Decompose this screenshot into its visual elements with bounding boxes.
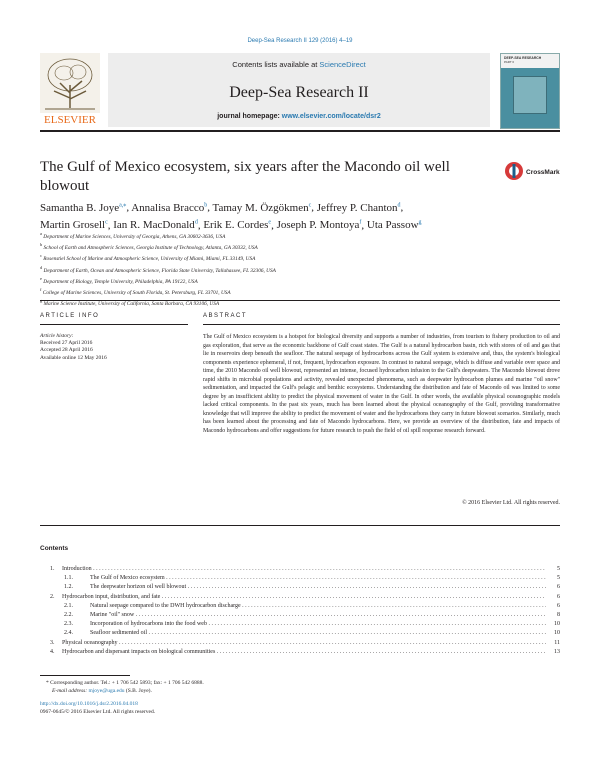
contents-availability [108, 60, 490, 69]
accepted-date: Accepted 28 April 2016 [40, 347, 93, 354]
article-title: The Gulf of Mexico ecosystem, six years after the Macondo oil well blowout [40, 159, 450, 194]
contents-prefix: Contents lists available at [232, 60, 320, 69]
affiliation: $^c$ Rosenstiel School of Marine and Atmospheric Science, University of Miami, Miami, FL 33149, USA [40, 253, 256, 263]
article-info-divider [40, 324, 188, 325]
author[interactable]: Samantha B. Joye$^{a,⁎}$ [40, 201, 127, 214]
affiliation: $^d$ Department of Earth, Ocean and Atmospheric Science, Florida State University, Tallahassee, FL 32306, USA [40, 264, 276, 274]
toc-entry[interactable]: 2.2. Marine "oil" snow . . . 8 [40, 611, 560, 619]
toc-entry[interactable]: 2. Hydrocarbon input, distribution, and fate . . . 6 [40, 593, 560, 601]
title-divider [40, 300, 560, 301]
abstract-text: The Gulf of Mexico ecosystem is a hotspot for biological diversity and supports a number of industries, from tourism to fishery production to oil and gas exploration, that serve as the economic backbone of Gulf coast states. The Gulf is a natural hydrocarbon basin, rich with stores of oil and gas that lie in reservoirs deep beneath the seafloor. The natural seepage of hydrocarbons across the Gulf system is extensive and, thus, the system's biological components experience ephemeral, if not, frequent, hydrocarbon exposure. In contrast to natural seepage, which is diffuse and variable over space and time, the 2010 Macondo oil well blowout, represented an intense, focused hydrocarbon infusion to the Gulf's deepwaters. The Macondo blowout drove rapid shifts in microbial populations and activity, revealed unexpected phenomena, such as deepwater hydrocarbon plumes and marine "oil snow" sedimentation, and impacted the Gulf's pelagic and benthic ecosystems. Understanding the distribution and fate of Macondo oil was limited to some degree by an insufficient ability to predict the physical movement of water in the Gulf. In other words, the available physical oceanographic models lacked critical components. In the past six years, much has been learned about the physical oceanography of the Gulf, providing transformative knowledge that will improve the ability to predict the movement of water and the hydrocarbons they carry in future blowout scenarios. Similarly, much has been learned about the processing and fate of Macondo hydrocarbons. Here, we provide an overview of the distribution, fate and impacts of Macondo hydrocarbons and offer suggestions for future research to push the field of oil spill response research forward. [203, 334, 560, 434]
toc-entry[interactable]: 2.4. Seafloor sedimented oil . . . 10 [40, 629, 560, 637]
author[interactable]: Joseph P. Montoya$^f$ [276, 219, 362, 232]
received-date: Received 27 April 2016 [40, 340, 93, 347]
contents-heading: Contents [40, 545, 69, 552]
doi-block [40, 701, 540, 716]
copyright-notice: © 2016 Elsevier Ltd. All rights reserved. [462, 500, 560, 506]
corresponding-author: * Corresponding author. Tel.: + 1 706 542 5893; fax: + 1 706 542 6888. [46, 680, 204, 686]
affiliation-list [40, 230, 540, 308]
article-info-heading: ARTICLE INFO [40, 313, 100, 319]
toc-entry[interactable]: 1. Introduction . . . 5 [40, 565, 560, 573]
cover-illustration [513, 76, 547, 114]
elsevier-tree-icon [40, 53, 100, 127]
abstract-divider [203, 324, 560, 325]
affiliation: $^g$ Marine Science Institute, University of California, Santa Barbara, CA 93106, USA [40, 298, 220, 307]
author[interactable]: Annalisa Bracco$^b$ [131, 201, 208, 214]
email-link[interactable]: mjoye@uga.edu [88, 687, 125, 694]
author[interactable]: Tamay M. Özgökmen$^c$ [212, 201, 312, 214]
abstract-bottom-divider [40, 525, 560, 526]
toc-entry[interactable]: 3. Physical oceanography . . . 11 [40, 639, 560, 647]
affiliation: $^f$ College of Marine Sciences, University of South Florida, St. Petersburg, FL 33701, USA [40, 286, 231, 296]
issn-line: 0967-0645/© 2016 Elsevier Ltd. All rights reserved. [40, 708, 156, 715]
author[interactable]: Martin Grosell$^c$ [40, 219, 108, 232]
footnote-divider [40, 675, 130, 676]
toc-entry[interactable]: 4. Hydrocarbon and dispersant impacts on biological communities . . . 13 [40, 648, 560, 656]
toc-entry[interactable]: 2.3. Incorporation of hydrocarbons into the food web . . . 10 [40, 620, 560, 628]
crossmark-icon [504, 160, 564, 182]
article-history [40, 333, 190, 362]
journal-homepage [108, 113, 490, 120]
history-label: Article history: [40, 333, 74, 339]
toc-entry[interactable]: 2.1. Natural seepage compared to the DWH hydrocarbon discharge . . . 6 [40, 602, 560, 610]
author[interactable]: Erik E. Cordes$^e$ [203, 219, 272, 232]
svg-text:ELSEVIER: ELSEVIER [44, 114, 96, 126]
journal-reference[interactable]: Deep-Sea Research II 129 (2016) 4–19 [247, 38, 353, 44]
sciencedirect-link[interactable]: ScienceDirect [319, 60, 366, 69]
affiliation: $^a$ Department of Marine Sciences, University of Georgia, Athens, GA 30602-3636, USA [40, 231, 226, 240]
header-divider [40, 130, 560, 132]
toc-entry[interactable]: 1.1. The Gulf of Mexico ecosystem . . . 5 [40, 574, 560, 582]
abstract-heading: ABSTRACT [203, 313, 248, 319]
journal-cover-image [500, 53, 560, 129]
author-list: Samantha B. Joye$^{a,⁎}$, Annalisa Bracco$^b$, Tamay M. Özgökmen$^c$, Jeffrey P. Chanton$^d$, Martin Grosell$^c$, Ian R. MacDonald$^d$, Erik E. Cordes$^e$, Joseph P. Montoya$^f$, Uta Passow$^g$ [40, 201, 422, 232]
crossmark-badge[interactable] [504, 160, 564, 182]
cover-title: DEEP-SEA RESEARCH [504, 56, 542, 60]
footnote [40, 680, 540, 695]
affiliation: $^e$ Department of Biology, Temple University, Philadelphia, PA 19122, USA [40, 275, 198, 285]
cover-subtitle: PART II [504, 60, 515, 64]
svg-text:CrossMark: CrossMark [526, 169, 560, 176]
elsevier-logo [40, 53, 100, 127]
email-line: E-mail address: mjoye@uga.edu (S.B. Joye). [52, 687, 152, 694]
affiliation: $^b$ School of Earth and Atmospheric Sciences, Georgia Institute of Technology, Atlanta, GA 30332, USA [40, 242, 258, 251]
doi-link[interactable]: http://dx.doi.org/10.1016/j.dsr2.2016.04.018 [40, 701, 138, 707]
author[interactable]: Jeffrey P. Chanton$^d$ [316, 201, 401, 214]
homepage-prefix: journal homepage: [217, 113, 282, 120]
homepage-link[interactable]: www.elsevier.com/locate/dsr2 [281, 113, 381, 120]
author[interactable]: Uta Passow$^g$ [366, 219, 422, 232]
toc-entry[interactable]: 1.2. The deepwater horizon oil well blowout . . . 6 [40, 583, 560, 591]
author[interactable]: Ian R. MacDonald$^d$ [113, 219, 198, 232]
online-date: Available online 12 May 2016 [40, 354, 107, 361]
journal-name: Deep-Sea Research II [229, 84, 369, 101]
